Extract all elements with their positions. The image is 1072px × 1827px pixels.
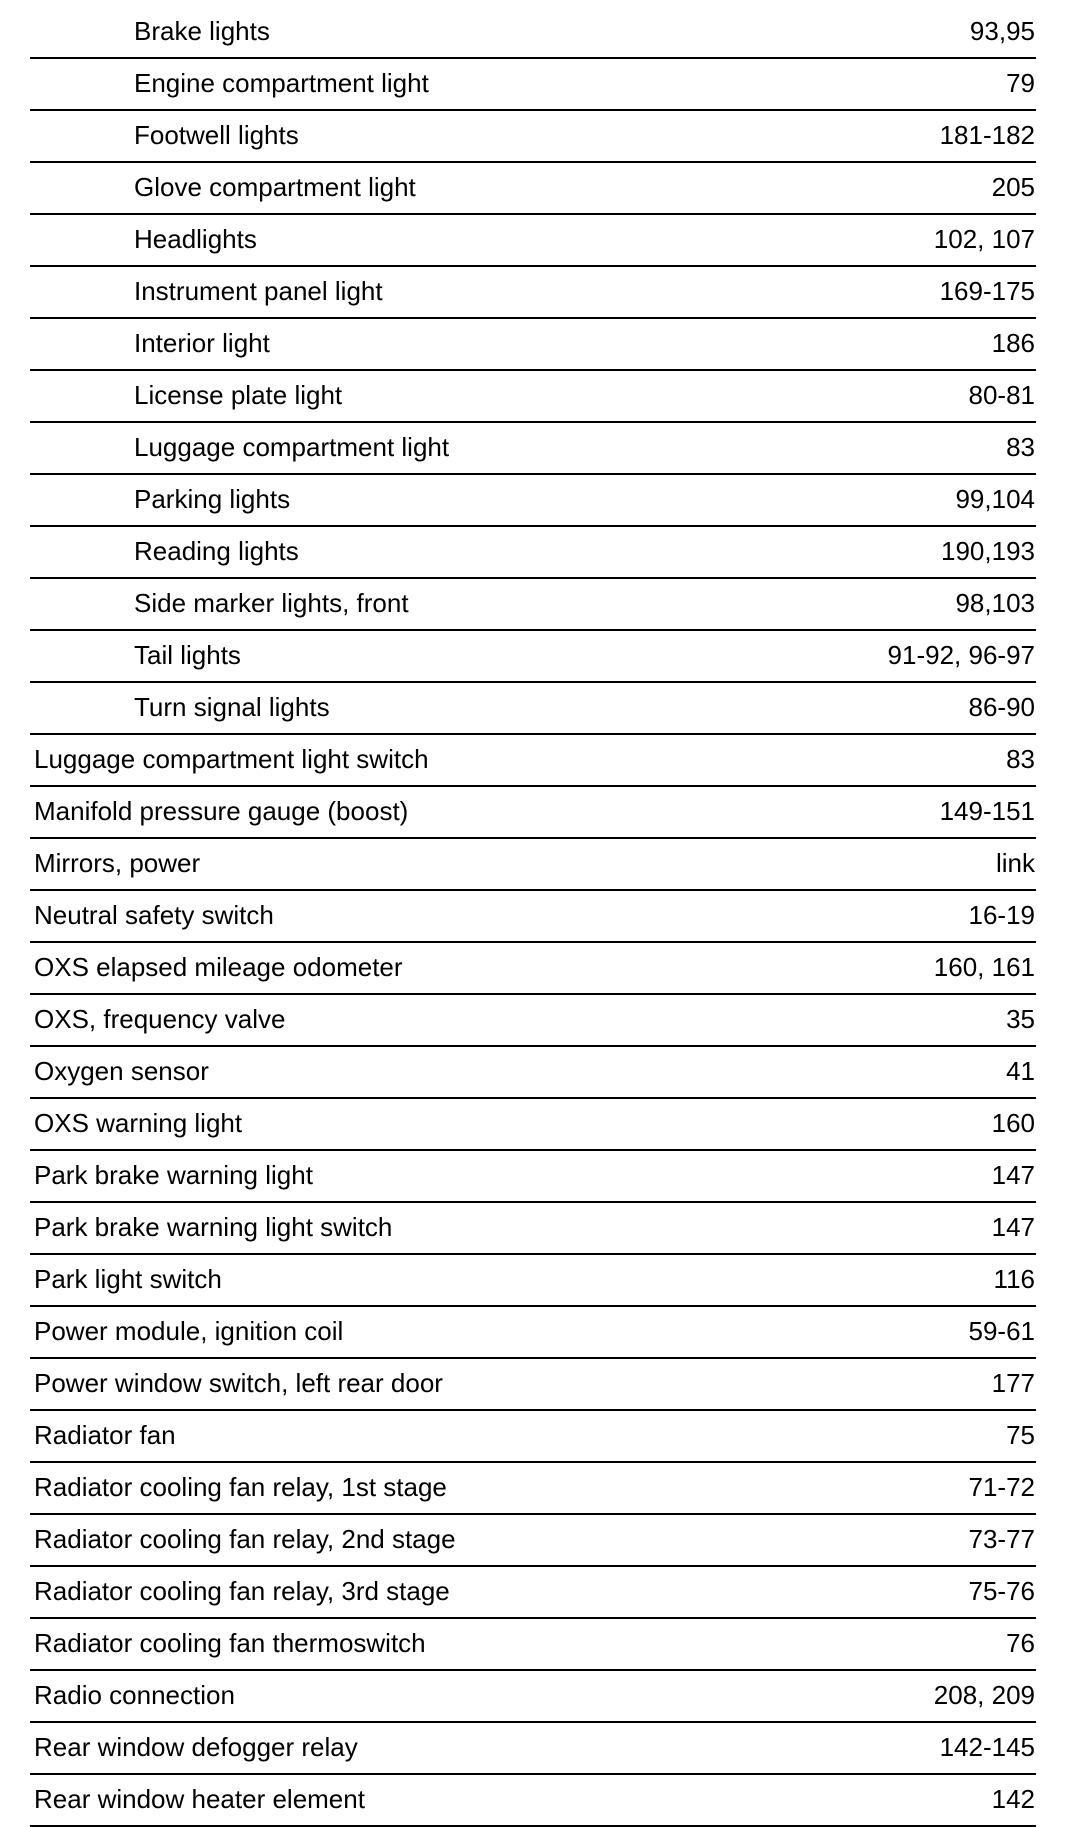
index-row	[30, 838, 1036, 890]
index-row	[30, 786, 1036, 838]
page-reference: 79	[771, 58, 1036, 110]
page-reference: 83	[771, 422, 1036, 474]
page-reference: 149-151	[771, 786, 1036, 838]
component-name: OXS warning light	[30, 1098, 771, 1150]
index-row	[30, 890, 1036, 942]
page-reference: 71-72	[771, 1462, 1036, 1514]
page-reference: 35	[771, 994, 1036, 1046]
component-name: Engine compartment light	[30, 58, 771, 110]
page-reference: 16-19	[771, 890, 1036, 942]
index-row	[30, 110, 1036, 162]
component-name: Radiator cooling fan relay, 2nd stage	[30, 1514, 771, 1566]
component-name: Neutral safety switch	[30, 890, 771, 942]
index-row	[30, 1410, 1036, 1462]
page-reference: 75	[771, 1410, 1036, 1462]
index-row	[30, 1306, 1036, 1358]
index-row	[30, 162, 1036, 214]
component-name: Brake lights	[30, 7, 771, 58]
component-index-body	[30, 7, 1036, 1826]
index-row	[30, 7, 1036, 58]
index-row	[30, 1722, 1036, 1774]
component-name: Rear window defogger relay	[30, 1722, 771, 1774]
component-name: Glove compartment light	[30, 162, 771, 214]
component-name: Headlights	[30, 214, 771, 266]
index-row	[30, 422, 1036, 474]
index-row	[30, 578, 1036, 630]
index-row	[30, 942, 1036, 994]
component-name: Reading lights	[30, 526, 771, 578]
component-name: OXS elapsed mileage odometer	[30, 942, 771, 994]
page-reference: 99,104	[771, 474, 1036, 526]
index-row	[30, 734, 1036, 786]
component-name: Side marker lights, front	[30, 578, 771, 630]
page-reference: 75-76	[771, 1566, 1036, 1618]
component-name: Rear window heater element	[30, 1774, 771, 1826]
index-row	[30, 1254, 1036, 1306]
index-row	[30, 1566, 1036, 1618]
page-reference: 190,193	[771, 526, 1036, 578]
page-reference: 86-90	[771, 682, 1036, 734]
component-name: Turn signal lights	[30, 682, 771, 734]
index-row	[30, 1098, 1036, 1150]
index-row	[30, 994, 1036, 1046]
index-row	[30, 630, 1036, 682]
page-reference: 91-92, 96-97	[771, 630, 1036, 682]
component-name: Radiator cooling fan thermoswitch	[30, 1618, 771, 1670]
page-reference: 59-61	[771, 1306, 1036, 1358]
page-reference: 80-81	[771, 370, 1036, 422]
component-index-table	[30, 7, 1036, 1827]
index-row	[30, 1462, 1036, 1514]
page-reference: 147	[771, 1150, 1036, 1202]
page-reference: 181-182	[771, 110, 1036, 162]
index-row	[30, 1150, 1036, 1202]
component-name: Footwell lights	[30, 110, 771, 162]
component-name: Radiator cooling fan relay, 3rd stage	[30, 1566, 771, 1618]
page-reference: 98,103	[771, 578, 1036, 630]
component-name: Tail lights	[30, 630, 771, 682]
page-reference: 116	[771, 1254, 1036, 1306]
component-name: Radio connection	[30, 1670, 771, 1722]
component-name: Park brake warning light switch	[30, 1202, 771, 1254]
index-row	[30, 370, 1036, 422]
page-reference: 73-77	[771, 1514, 1036, 1566]
component-name: Power module, ignition coil	[30, 1306, 771, 1358]
index-row	[30, 58, 1036, 110]
index-row	[30, 1670, 1036, 1722]
component-name: Luggage compartment light switch	[30, 734, 771, 786]
index-row	[30, 1618, 1036, 1670]
page-reference: 76	[771, 1618, 1036, 1670]
component-name: Oxygen sensor	[30, 1046, 771, 1098]
index-row	[30, 1774, 1036, 1826]
component-name: Manifold pressure gauge (boost)	[30, 786, 771, 838]
index-row	[30, 1514, 1036, 1566]
component-name: Interior light	[30, 318, 771, 370]
page-reference: 160	[771, 1098, 1036, 1150]
component-name: Radiator fan	[30, 1410, 771, 1462]
index-row	[30, 1358, 1036, 1410]
index-row	[30, 214, 1036, 266]
page-reference: link	[771, 838, 1036, 890]
index-row	[30, 266, 1036, 318]
component-name: License plate light	[30, 370, 771, 422]
page-reference: 102, 107	[771, 214, 1036, 266]
page-reference: 83	[771, 734, 1036, 786]
component-name: Radiator cooling fan relay, 1st stage	[30, 1462, 771, 1514]
index-row	[30, 474, 1036, 526]
index-row	[30, 1046, 1036, 1098]
page-reference: 93,95	[771, 7, 1036, 58]
page-reference: 147	[771, 1202, 1036, 1254]
page-reference: 208, 209	[771, 1670, 1036, 1722]
component-name: Parking lights	[30, 474, 771, 526]
page-reference: 142	[771, 1774, 1036, 1826]
page-reference: 169-175	[771, 266, 1036, 318]
page-reference: 205	[771, 162, 1036, 214]
component-name: Mirrors, power	[30, 838, 771, 890]
index-row	[30, 682, 1036, 734]
component-name: Park brake warning light	[30, 1150, 771, 1202]
page-reference: 160, 161	[771, 942, 1036, 994]
component-name: Park light switch	[30, 1254, 771, 1306]
index-row	[30, 318, 1036, 370]
page-reference: 142-145	[771, 1722, 1036, 1774]
component-name: Instrument panel light	[30, 266, 771, 318]
component-name: OXS, frequency valve	[30, 994, 771, 1046]
index-row	[30, 526, 1036, 578]
component-name: Luggage compartment light	[30, 422, 771, 474]
index-row	[30, 1202, 1036, 1254]
component-name: Power window switch, left rear door	[30, 1358, 771, 1410]
page-reference: 41	[771, 1046, 1036, 1098]
page-reference: 177	[771, 1358, 1036, 1410]
page-reference: 186	[771, 318, 1036, 370]
